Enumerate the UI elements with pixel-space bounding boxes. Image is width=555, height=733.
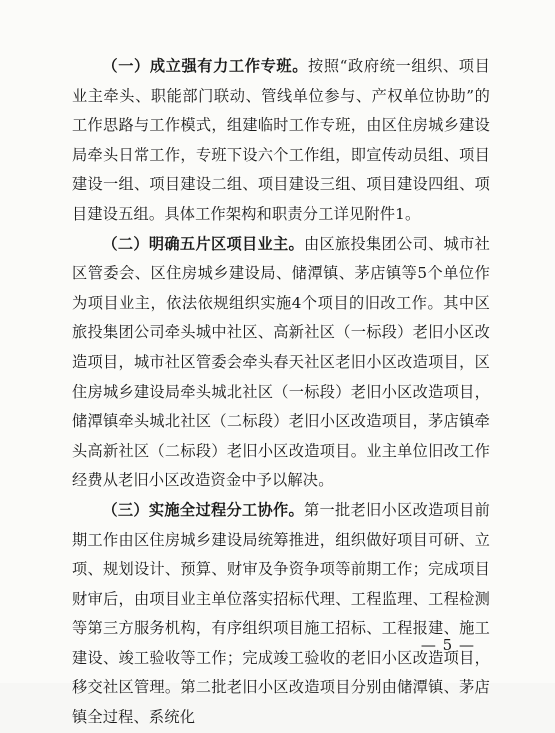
document-body	[72, 52, 490, 733]
paragraph-2-text: 由区旅投集团公司、城市社区管委会、区住房城乡建设局、储潭镇、茅店镇等5个单位作为项目业主，依法依规组织实施4个项目的旧改工作。其中区旅投集团公司牵头城中社区、高新社区（一标段）老旧小区改造项目，城市社区管委会牵头春天社区老旧小区改造项目，区住房城乡建设局牵头城北社区（一标段）老旧小区改造项目，储潭镇牵头城北社区（二标段）老旧小区改造项目，茅店镇牵头高新社区（二标段）老旧小区改造项目。业主单位旧改工作经费从老旧小区改造资金中予以解决。	[72, 234, 490, 490]
paragraph-3-heading: （三）实施全过程分工协作。	[102, 500, 305, 519]
paragraph-2-heading: （二）明确五片区项目业主。	[102, 234, 305, 253]
paragraph-1	[72, 52, 490, 230]
paragraph-1-text: 按照“政府统一组织、项目业主牵头、职能部门联动、管线单位参与、产权单位协助”的工作思路与工作模式，组建临时工作专班，由区住房城乡建设局牵头日常工作，专班下设六个工作组，即宣传动员组、项目建设一组、项目建设二组、项目建设三组、项目建设四组、项目建设五组。具体工作架构和职责分工详见附件1。	[72, 57, 490, 223]
paragraph-3	[72, 496, 490, 733]
paragraph-2	[72, 230, 490, 496]
paragraph-1-heading: （一）成立强有力工作专班。	[102, 57, 309, 75]
page-number: — 5 —	[420, 636, 475, 654]
paragraph-3-text: 第一批老旧小区改造项目前期工作由区住房城乡建设局统筹推进，组织做好项目可研、立项、规划设计、预算、财审及争资争项等前期工作；完成项目财审后，由项目业主单位落实招标代理、工程监理、工程检测等第三方服务机构，有序组织项目施工招标、工程报建、施工建设、竣工验收等工作；完成竣工验收的老旧小区改造项目，移交社区管理。第二批老旧小区改造项目分别由储潭镇、茅店镇全过程、系统化	[72, 500, 490, 727]
